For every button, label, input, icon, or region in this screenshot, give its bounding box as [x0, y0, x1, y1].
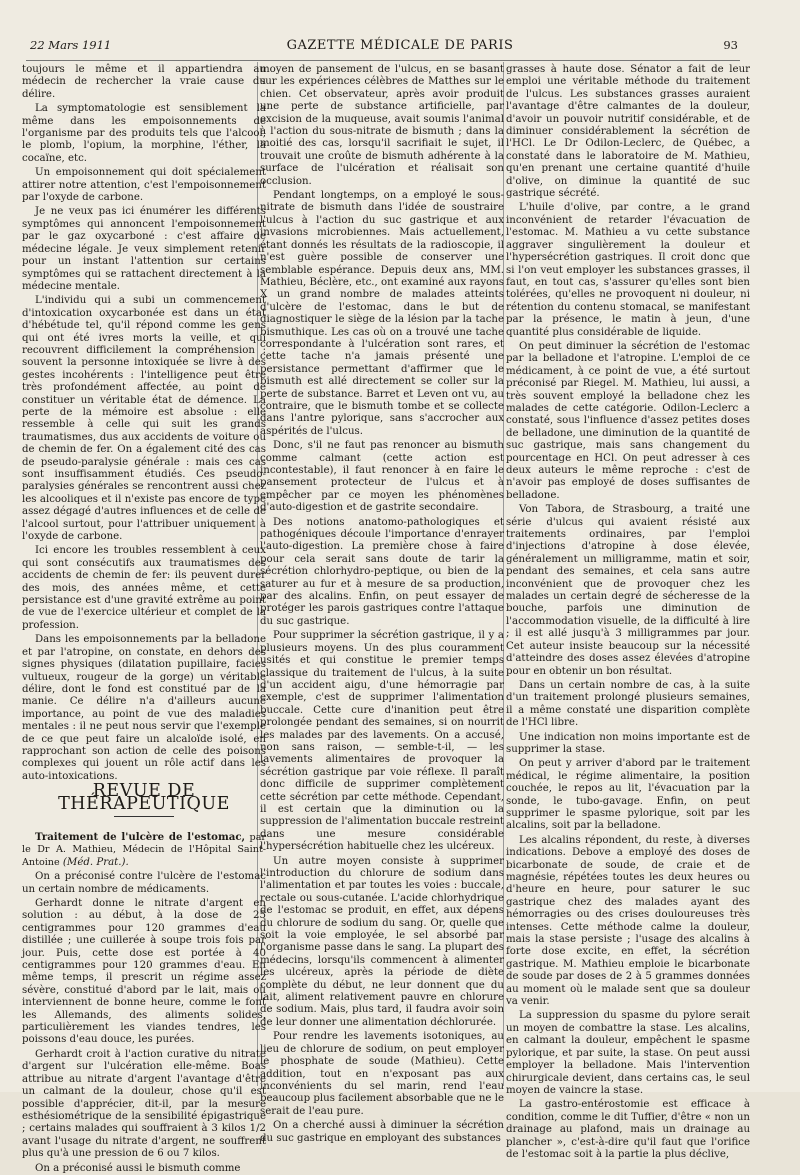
- paragraph: La suppression du spasme du pylore serait un moyen de combattre la stase. Les alcalins, en calmant la douleur, empêchent le spasme pylorique, et par suite, la stase. On peut aussi employer la belladone. Mais l'intervention chirurgicale devient, dans certains cas, le seul moyen de vaincre la stase.: [506, 1010, 750, 1096]
- paragraph: Gerhardt donne le nitrate d'argent en solution : au début, à la dose de 25 centigrammes pour 120 grammes d'eau distillée ; une cuillerée à soupe trois fois par jour. Puis, cette dose est portée à 40 centigrammes pour 120 grammes d'eau. En même temps, il prescrit un régime assez sévère, constitué d'abord par le lait, mais où interviennent de bonne heure, comme le font les Allemands, des aliments solides, particulièrement les viandes tendres, les poissons d'eau douce, les purées.: [22, 898, 266, 1046]
- column-2: [260, 64, 504, 1144]
- paragraph: Pour supprimer la sécrétion gastrique, il y a plusieurs moyens. Un des plus couramment usités et qui constitue le premier temps classique du traitement de l'ulcus, à la suite d'un accident aigu, d'une hémorragie par exemple, c'est de supprimer l'alimentation buccale. Cette cure d'inanition peut être prolongée pendant des semaines, si on nourrit les malades par des lavements. On a accusé, non sans raison, — semble-t-il, — les lavements alimentaires de provoquer la sécrétion gastrique par voie réflexe. Il paraît donc difficile de supprimer complètement cette sécrétion par cette méthode. Cependant, il est certain que la diminution ou la suppression de l'alimentation buccale restreint dans une mesure considérable l'hypersécrétion habituelle chez les ulcéreux.: [260, 630, 504, 853]
- page-number: 93: [723, 38, 738, 52]
- paragraph: Donc, s'il ne faut pas renoncer au bismuth comme calmant (cette action est incontestable), il faut renoncer à en faire le pansement protecteur de l'ulcus et à empêcher par ce moyen les phénomènes d'auto-digestion et de gastrite secondaire.: [260, 440, 504, 514]
- paragraph: La gastro-entérostomie est efficace à condition, comme le dit Tuffier, d'être « non un drainage au plafond, mais un drainage au plancher », c'est-à-dire qu'il faut que l'orifice de l'estomac soit à la partie la plus déclive,: [506, 1099, 750, 1160]
- paragraph: On peut diminuer la sécrétion de l'estomac par la belladone et l'atropine. L'emploi de ce médicament, à ce point de vue, a été surtout préconisé par Riegel. M. Mathieu, lui aussi, a très souvent employé la belladone chez les malades de cette catégorie. Odilon-Leclerc a constaté, sous l'influence d'assez petites doses de belladone, une diminution de la quantité de suc gastrique, mais sans changement du pourcentage en HCl. On peut adresser à ces deux auteurs le même reproche : c'est de n'avoir pas employé de doses suffisantes de belladone.: [506, 340, 750, 501]
- paragraph: On a cherché aussi à diminuer la sécrétion du suc gastrique en employant des substances: [260, 1120, 504, 1144]
- paragraph: Pour rendre les lavements isotoniques, au lieu de chlorure de sodium, on peut employer le phosphate de soude (Mathieu). Cette addition, tout en n'exposant pas aux inconvénients du sel marin, rend l'eau beaucoup plus facilement absorbable que ne le serait de l'eau pure.: [260, 1031, 504, 1117]
- article-title: Traitement de l'ulcère de l'estomac,: [35, 830, 246, 843]
- paragraph: La symptomatologie est sensiblement la même dans les empoisonnements de l'organisme par des produits tels que l'alcool, le plomb, l'opium, la morphine, l'éther, la cocaïne, etc.: [22, 103, 266, 164]
- paragraph: Dans les empoisonnements par la belladone et par l'atropine, on constate, en dehors des signes physiques (dilatation pupillaire, facies vultueux, rougeur de la gorge) un véritable délire, dont le fond est constitué par de la manie. Ce délire n'a d'ailleurs aucune importance, au point de vue des maladies mentales : il ne peut nous servir que l'exemple de ce que peut faire un alcaloïde isolé, en rapprochant son action de celle des poisons complexes qui jouent un rôle actif dans les auto-intoxications.: [22, 634, 266, 782]
- paragraph: Gerhardt croit à l'action curative du nitrate d'argent sur l'ulcération elle-même. Boas attribue au nitrate d'argent l'avantage d'être un calmant de la douleur, chose qu'il est possible d'apprécier, dit-il, par la mesure esthésiométrique de la sensibilité épigastrique ; certains malades qui souffraient à 3 kilos 1/2 avant l'usage du nitrate d'argent, ne souffrent plus qu'à une pression de 6 ou 7 kilos.: [22, 1048, 266, 1160]
- issue-date: 22 Mars 1911: [30, 38, 112, 52]
- article-heading: [22, 831, 266, 869]
- paragraph: moyen de pansement de l'ulcus, en se basant sur les expériences célèbres de Matthes sur le chien. Cet observateur, après avoir produit une perte de substance artificielle, par excision de la muqueuse, avait soumis l'animal à l'action du sous-nitrate de bismuth ; dans la moitié des cas, lorsqu'il sacrifiait le sujet, il trouvait une croûte de bismuth adhérente à la surface de l'ulcération et réalisait son occlusion.: [260, 64, 504, 187]
- section-title: REVUE DE THÉRAPEUTIQUE: [58, 781, 230, 814]
- paragraph: Je ne veux pas ici énumérer les différents symptômes qui annoncent l'empoisonnement par le gaz oxycarboné : c'est affaire de médecine légale. Je veux simplement retenir pour un instant l'attention sur certains symptômes qui se rattachent directement à la médecine mentale.: [22, 206, 266, 292]
- paragraph: grasses à haute dose. Sénator a fait de leur emploi une véritable méthode du traitement de l'ulcus. Les substances grasses auraient l'avantage d'être calmantes de la douleur, d'avoir un pouvoir nutritif considérable, et de diminuer considérablement la sécrétion de l'HCl. Le Dr Odilon-Leclerc, de Québec, a constaté dans le laboratoire de M. Mathieu, qu'en prenant une certaine quantité d'huile d'olive, on diminue la quantité de suc gastrique sécrété.: [506, 64, 750, 200]
- journal-title: GAZETTE MÉDICALE DE PARIS: [286, 38, 514, 53]
- paragraph: Les alcalins répondent, du reste, à diverses indications. Debove a employé des doses de bicarbonate de soude, de craie et de magnésie, répétées toutes les deux heures ou d'heure en heure, pour saturer le suc gastrique chez des malades ayant des hémorragies ou des crises douloureuses très intenses. Cette méthode calme la douleur, mais la stase persiste ; l'usage des alcalins à forte dose excite, en effet, la sécrétion gastrique. M. Mathieu emploie le bicarbonate de soude par doses de 2 à 5 grammes données au moment où le malade sent que sa douleur va venir.: [506, 834, 750, 1008]
- paragraph: Pendant longtemps, on a employé le sous-nitrate de bismuth dans l'idée de soustraire l'ulcus à l'action du suc gastrique et aux invasions microbiennes. Mais actuellement, étant donnés les résultats de la radioscopie, il n'est guère possible de conserver une semblable espérance. Depuis deux ans, MM. Mathieu, Béclère, etc., ont examiné aux rayons X un grand nombre de malades atteints d'ulcère de l'estomac, dans le but de diagnostiquer le siège de la lésion par la tache bismuthique. Les cas où on a trouvé une tache correspondante à l'ulcération sont rares, et cette tache n'a jamais présenté une persistance permettant d'affirmer que le bismuth est allé directement se coller sur la perte de substance. Barret et Leven ont vu, au contraire, que le bismuth tombe et se collecte dans l'antre pylorique, sans s'accrocher aux aspérités de l'ulcus.: [260, 190, 504, 437]
- article-source: (Méd. Prat.).: [62, 856, 129, 868]
- paragraph: L'individu qui a subi un commencement d'intoxication oxycarbonée est dans un état d'hébétude tel, qu'il répond comme les gens qui ont été ivres morts la veille, et qui recouvrent difficilement la compréhension : souvent la personne intoxiquée se livre à des gestes incohérents : l'intelligence peut être très profondément affectée, au point de constituer un véritable état de démence. La perte de la mémoire est absolue : elle ressemble à celle qui suit les grands traumatismes, dus aux accidents de voiture ou de chemin de fer. On a également cité des cas de pseudo-paralysie générale : mais ces cas sont insuffisamment étudiés. Ces pseudo-paralysies générales se rencontrent aussi chez les alcooliques et il n'existe pas encore de type assez dégagé d'autres influences et de celle de l'alcool surtout, pour l'attribuer uniquement à l'oxyde de carbone.: [22, 295, 266, 543]
- paragraph: L'huile d'olive, par contre, a le grand inconvénient de retarder l'évacuation de l'estomac. M. Mathieu a vu cette substance aggraver singulièrement la douleur et l'hypersécrétion gastriques. Il croit donc que si l'on veut employer les substances grasses, il faut, en tout cas, s'assurer qu'elles sont bien tolérées, qu'elles ne provoquent ni douleur, ni rétention du contenu stomacal, se manifestant par la présence, le matin à jeun, d'une quantité plus considérable de liquide.: [506, 202, 750, 338]
- paragraph: On a préconisé aussi le bismuth comme: [35, 1162, 241, 1174]
- paragraph: Un autre moyen consiste à supprimer l'introduction du chlorure de sodium dans l'alimentation et par toutes les voies : buccale, rectale ou sous-cutanée. L'acide chlorhydrique de l'estomac se produit, en effet, aux dépens du chlorure de sodium du sang. Or, quelle que soit la voie employée, le sel absorbé par l'organisme passe dans le sang. La plupart des médecins, lorsqu'ils commencent à alimenter les ulcéreux, après la période de diète complète du début, ne leur donnent que du lait, aliment relativement pauvre en chlorure de sodium. Mais, plus tard, il faudra avoir soin de leur donner une alimentation déchlorurée.: [260, 855, 504, 1028]
- header-rule: [26, 60, 740, 61]
- paragraph: Ici encore les troubles ressemblent à ceux qui sont consécutifs aux traumatismes des accidents de chemin de fer: ils peuvent durer des mois, des années même, et cette persistance est d'une gravité extrême au point de vue de l'exercice ultérieur et complet de la profession.: [22, 545, 266, 631]
- section-rule: [114, 816, 174, 817]
- paragraph: Un empoisonnement qui doit spécialement attirer notre attention, c'est l'empoisonnement par l'oxyde de carbone.: [22, 167, 266, 204]
- paragraph: Des notions anatomo-pathologiques et pathogéniques découle l'importance d'enrayer l'auto-digestion. La première chose à faire pour cela serait sans doute de tarir la sécrétion chlorhydro-peptique, ou bien de la saturer au fur et à mesure de sa production, par des alcalins. Enfin, on peut essayer de protéger les parois gastriques contre l'attaque du suc gastrique.: [260, 516, 504, 627]
- paragraph: Dans un certain nombre de cas, à la suite d'un traitement prolongé plusieurs semaines, il a même constaté une disparition complète de l'HCl libre.: [506, 679, 750, 729]
- paragraph: Von Tabora, de Strasbourg, a traité une série d'ulcus qui avaient résisté aux traitements ordinaires, par l'emploi d'injections d'atropine à dose élevée, généralement un milligramme, matin et soir, pendant des semaines, et cela sans autre inconvénient que de provoquer chez les malades un certain degré de sécheresse de la bouche, parfois une diminution de l'accommodation visuelle, de la difficulté à lire ; il est allé jusqu'à 3 milligrammes par jour. Cet auteur insiste beaucoup sur la nécessité d'atteindre des doses assez élevées d'atropine pour en obtenir un bon résultat.: [506, 504, 750, 677]
- paragraph: toujours le même et il appartiendra au médecin de rechercher la vraie cause du délire.: [22, 64, 266, 100]
- paragraph: On peut y arriver d'abord par le traitement médical, le régime alimentaire, la position couchée, le repos au lit, l'évacuation par la sonde, le tubo-gavage. Enfin, on peut supprimer le spasme pylorique, soit par les alcalins, soit par la belladone.: [506, 758, 750, 832]
- column-3: [506, 64, 750, 1160]
- column-1: [22, 64, 266, 1174]
- paragraph: On a préconisé contre l'ulcère de l'estomac un certain nombre de médicaments.: [22, 871, 266, 895]
- article-author: par le Dr A. Mathieu, Médecin de l'Hôpital Saint-Antoine: [22, 831, 266, 868]
- paragraph: Une indication non moins importante est de supprimer la stase.: [506, 731, 750, 755]
